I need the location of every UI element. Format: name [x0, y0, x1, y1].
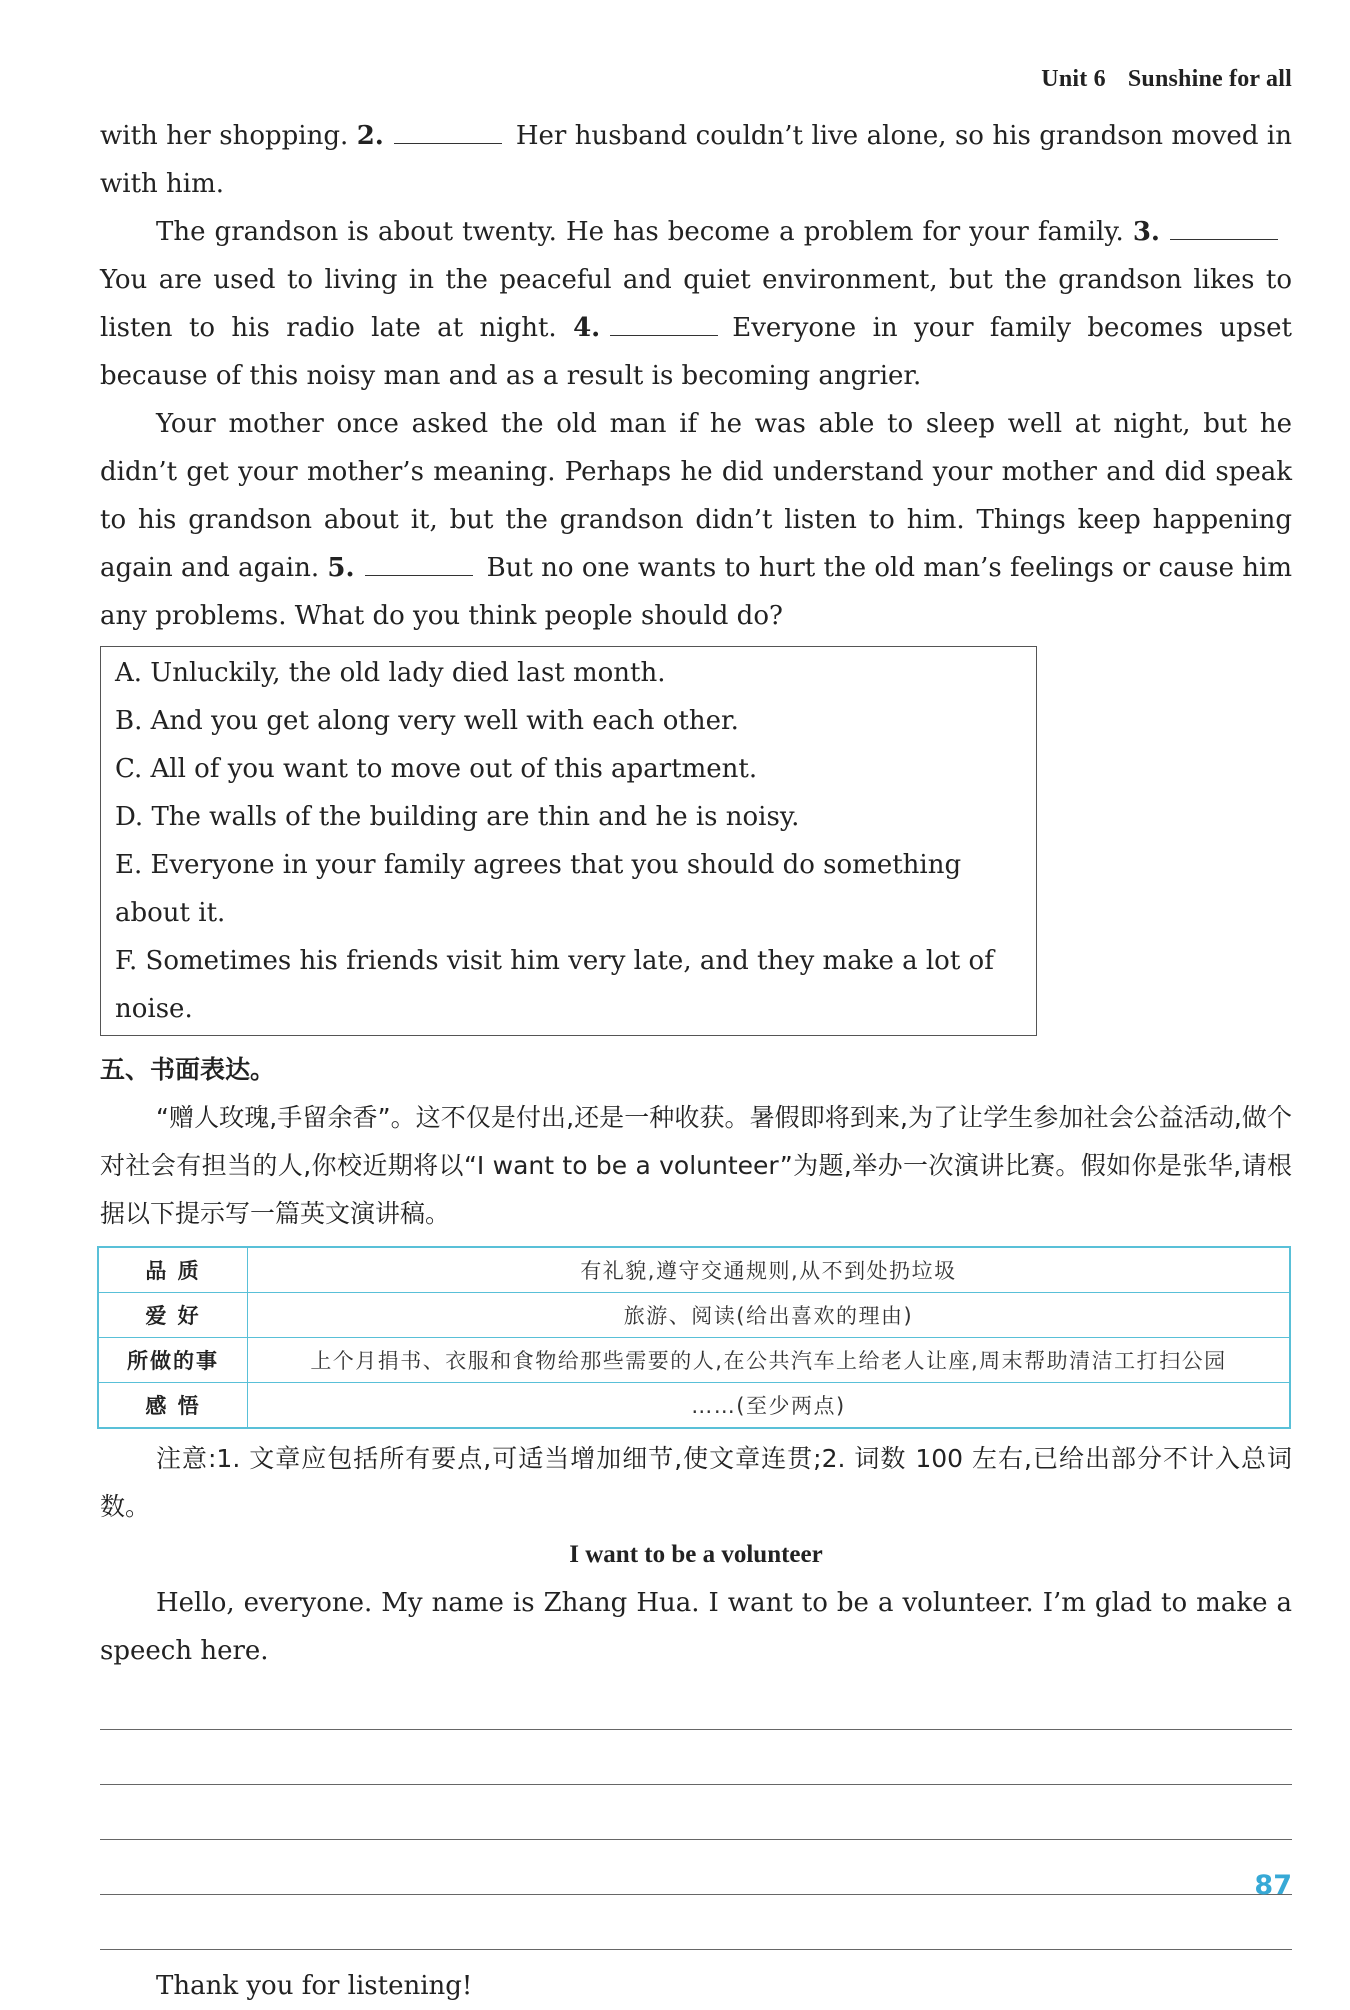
page-number: 87: [1254, 1870, 1292, 1901]
table-label: 品 质: [98, 1247, 248, 1293]
passage-text: with her shopping.: [100, 121, 357, 151]
writing-line[interactable]: [100, 1840, 1292, 1895]
answer-blank-3[interactable]: [1170, 215, 1278, 240]
option-f: F. Sometimes his friends visit him very late, and they make a lot of noise.: [115, 946, 994, 1024]
unit-title: Sunshine for all: [1127, 66, 1292, 92]
passage-text: The grandson is about twenty. He has become a problem for your family.: [156, 217, 1133, 247]
essay-closing: Thank you for listening!: [156, 1971, 473, 2001]
writing-line[interactable]: [100, 1895, 1292, 1950]
essay-opening: Hello, everyone. My name is Zhang Hua. I want to be a volunteer. I’m glad to make a speech here.: [100, 1588, 1292, 1666]
writing-prompt: “赠人玫瑰,手留余香”。这不仅是付出,还是一种收获。暑假即将到来,为了让学生参加社会公益活动,做个对社会有担当的人,你校近期将以“I want to be a volunteer”为题,举办一次演讲比赛。假如你是张华,请根据以下提示写一篇英文演讲稿。: [100, 1103, 1292, 1228]
option-e: E. Everyone in your family agrees that you should do something about it.: [115, 850, 962, 928]
answer-blank-5[interactable]: [365, 551, 473, 576]
question-number-4: 4.: [573, 313, 601, 343]
options-box: [100, 646, 1037, 1036]
table-value: ……(至少两点): [248, 1383, 1291, 1429]
writing-line[interactable]: [100, 1730, 1292, 1785]
table-label: 所做的事: [98, 1338, 248, 1383]
hints-table: [97, 1246, 1291, 1429]
passage-paragraph-2: [100, 208, 1292, 400]
table-row: [98, 1338, 1290, 1383]
passage-text: But no one wants to hurt the old man’s feelings or cause him any problems. What do you think people should do?: [100, 553, 1292, 631]
table-row: [98, 1293, 1290, 1338]
table-value: 旅游、阅读(给出喜欢的理由): [248, 1293, 1291, 1338]
option-d: D. The walls of the building are thin and he is noisy.: [115, 802, 800, 832]
table-label: 感 悟: [98, 1383, 248, 1429]
passage-text: Everyone in your family becomes upset because of this noisy man and as a result is becoming angrier.: [100, 313, 1292, 391]
question-number-3: 3.: [1132, 217, 1160, 247]
page-content: [100, 112, 1292, 2010]
passage-paragraph-3: [100, 400, 1292, 640]
question-number-5: 5.: [327, 553, 355, 583]
table-value: 上个月捐书、衣服和食物给那些需要的人,在公共汽车上给老人让座,周末帮助清洁工打扫公园: [248, 1338, 1291, 1383]
table-row: [98, 1247, 1290, 1293]
option-c: C. All of you want to move out of this apartment.: [115, 754, 758, 784]
answer-blank-4[interactable]: [610, 311, 718, 336]
unit-label: Unit 6: [1041, 66, 1106, 92]
answer-blank-2[interactable]: [394, 119, 502, 144]
writing-line[interactable]: [100, 1785, 1292, 1840]
passage-text: Your mother once asked the old man if he was able to sleep well at night, but he didn’t get your mother’s meaning. Perhaps he did understand your mother and did speak to his grandson about it, but the grandson didn’t listen to him. Things keep happening again and again.: [100, 409, 1292, 583]
page-header: [1041, 66, 1292, 93]
option-b: B. And you get along very well with each other.: [115, 706, 739, 736]
table-row: [98, 1383, 1290, 1429]
passage-paragraph-1: [100, 112, 1292, 208]
section-title: 五、书面表达。: [100, 1055, 276, 1084]
essay-title: I want to be a volunteer: [569, 1541, 823, 1568]
table-label: 爱 好: [98, 1293, 248, 1338]
question-number-2: 2.: [356, 121, 384, 151]
writing-note: 注意:1. 文章应包括所有要点,可适当增加细节,使文章连贯;2. 词数 100 左右,已给出部分不计入总词数。: [100, 1444, 1292, 1521]
table-value: 有礼貌,遵守交通规则,从不到处扔垃圾: [248, 1247, 1291, 1293]
writing-lines[interactable]: [100, 1675, 1292, 1950]
passage-text: Her husband couldn’t live alone, so his grandson moved in with him.: [100, 121, 1292, 199]
writing-line[interactable]: [100, 1675, 1292, 1730]
option-a: A. Unluckily, the old lady died last month.: [115, 658, 666, 688]
passage-text: You are used to living in the peaceful and quiet environment, but the grandson likes to listen to his radio late at night.: [100, 265, 1292, 343]
